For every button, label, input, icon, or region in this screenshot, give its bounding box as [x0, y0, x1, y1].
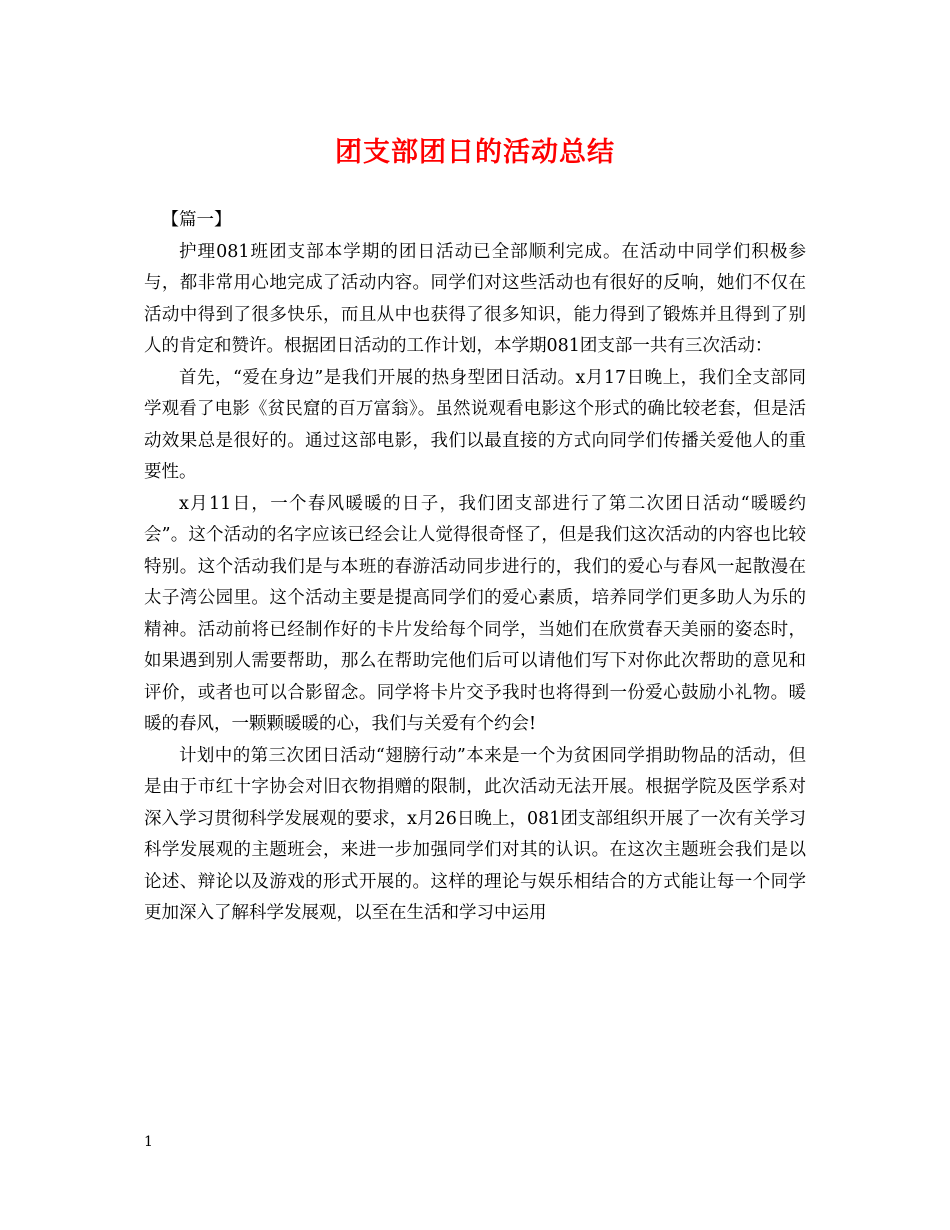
section-label: 【篇一】: [161, 210, 232, 230]
paragraph-intro: 护理081班团支部本学期的团日活动已全部顺利完成。在活动中同学们积极参与，都非常用心地完成了活动内容。同学们对这些活动也有很好的反响，她们不仅在活动中得到了很多快乐，而且从中也获得了很多知识，能力得到了锻炼并且得到了别人的肯定和赞许。根据团日活动的工作计划，本学期081团支部一共有三次活动：: [144, 241, 806, 356]
document-title: 团支部团日的活动总结: [335, 137, 615, 168]
paragraph-second-activity: x月11日，一个春风暖暖的日子，我们团支部进行了第二次团日活动“暖暖约会”。这个活动的名字应该已经会让人觉得很奇怪了，但是我们这次活动的内容也比较特别。这个活动我们是与本班的春游活动同步进行的，我们的爱心与春风一起散漫在太子湾公园里。这个活动主要是提高同学们的爱心素质，培养同学们更多助人为乐的精神。活动前将已经制作好的卡片发给每个同学，当她们在欣赏春天美丽的姿态时，如果遇到别人需要帮助，那么在帮助完他们后可以请他们写下对你此次帮助的意见和评价，或者也可以合影留念。同学将卡片交予我时也将得到一份爱心鼓励小礼物。暖暖的春风，一颗颗暖暖的心，我们与关爱有个约会!: [144, 493, 806, 734]
paragraph-third-activity: 计划中的第三次团日活动“翅膀行动”本来是一个为贫困同学捐助物品的活动，但是由于市红十字协会对旧衣物捐赠的限制，此次活动无法开展。根据学院及医学系对深入学习贯彻科学发展观的要求，x月26日晚上，081团支部组织开展了一次有关学习科学发展观的主题班会，来进一步加强同学们对其的认识。在这次主题班会我们是以论述、辩论以及游戏的形式开展的。这样的理论与娱乐相结合的方式能让每一个同学更加深入了解科学发展观，以至在生活和学习中运用: [144, 745, 806, 923]
paragraph-first-activity: 首先，“爱在身边”是我们开展的热身型团日活动。x月17日晚上，我们全支部同学观看了电影《贫民窟的百万富翁》。虽然说观看电影这个形式的确比较老套，但是活动效果总是很好的。通过这部电影，我们以最直接的方式向同学们传播关爱他人的重要性。: [144, 367, 806, 482]
page-number: 1: [144, 1134, 153, 1150]
document-body: [144, 205, 806, 930]
